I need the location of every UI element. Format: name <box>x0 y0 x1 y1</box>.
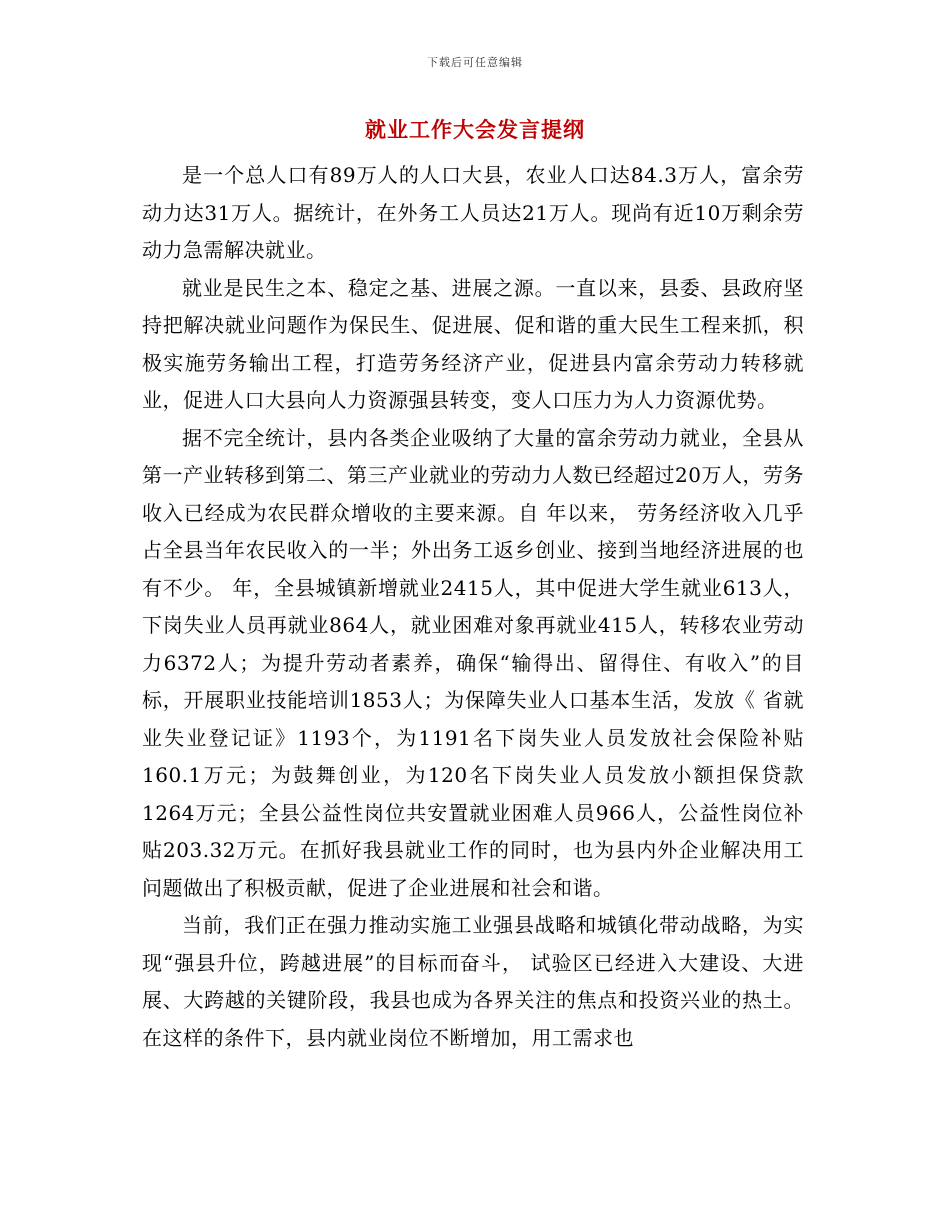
paragraph-population: 是一个总人口有89万人的人口大县，农业人口达84.3万人，富余劳动力达31万人。据统计，在外务工人员达21万人。现尚有近10万剩余劳动力急需解决就业。 <box>142 163 804 262</box>
paragraph-statistics: 据不完全统计，县内各类企业吸纳了大量的富余劳动力就业，全县从第一产业转移到第二、第三产业就业的劳动力人数已经超过20万人，劳务收入已经成为农民群众增收的主要来源。自 年以来， 劳务经济收入几乎占全县当年农民收入的一半；外出务工返乡创业、接到当地经济进展的也有不少。 年，全县城镇新增就业2415人，其中促进大学生就业613人，下岗失业人员再就业864人，就业困难对象再就业415人，转移农业劳动力6372人；为提升劳动者素养，确保“输得出、留得住、有收入”的目标，开展职业技能培训1853人；为保障失业人口基本生活，发放《 省就业失业登记证》1193个，为1191名下岗失业人员发放社会保险补贴160.1万元；为鼓舞创业，为120名下岗失业人员发放小额担保贷款1264万元；全县公益性岗位共安置就业困难人员966人，公益性岗位补贴203.32万元。在抓好我县就业工作的同时，也为县内外企业解决用工问题做出了积极贡献，促进了企业进展和社会和谐。 <box>142 425 804 900</box>
paragraph-current-situation: 当前，我们正在强力推动实施工业强县战略和城镇化带动战略，为实现“强县升位，跨越进展”的目标而奋斗， 试验区已经进入大建设、大进展、大跨越的关键阶段，我县也成为各界关注的焦点和投资兴业的热土。在这样的条件下，县内就业岗位不断增加，用工需求也 <box>142 913 804 1050</box>
document-title: 就业工作大会发言提纲 <box>365 117 585 142</box>
page-header: 下载后可任意编辑 <box>427 56 523 69</box>
paragraph-employment-policy: 就业是民生之本、稳定之基、进展之源。一直以来，县委、县政府坚持把解决就业问题作为保民生、促进展、促和谐的重大民生工程来抓，积极实施劳务输出工程，打造劳务经济产业，促进县内富余劳动力转移就业，促进人口大县向人力资源强县转变，变人口压力为人力资源优势。 <box>142 275 804 412</box>
document-body <box>142 157 804 1057</box>
